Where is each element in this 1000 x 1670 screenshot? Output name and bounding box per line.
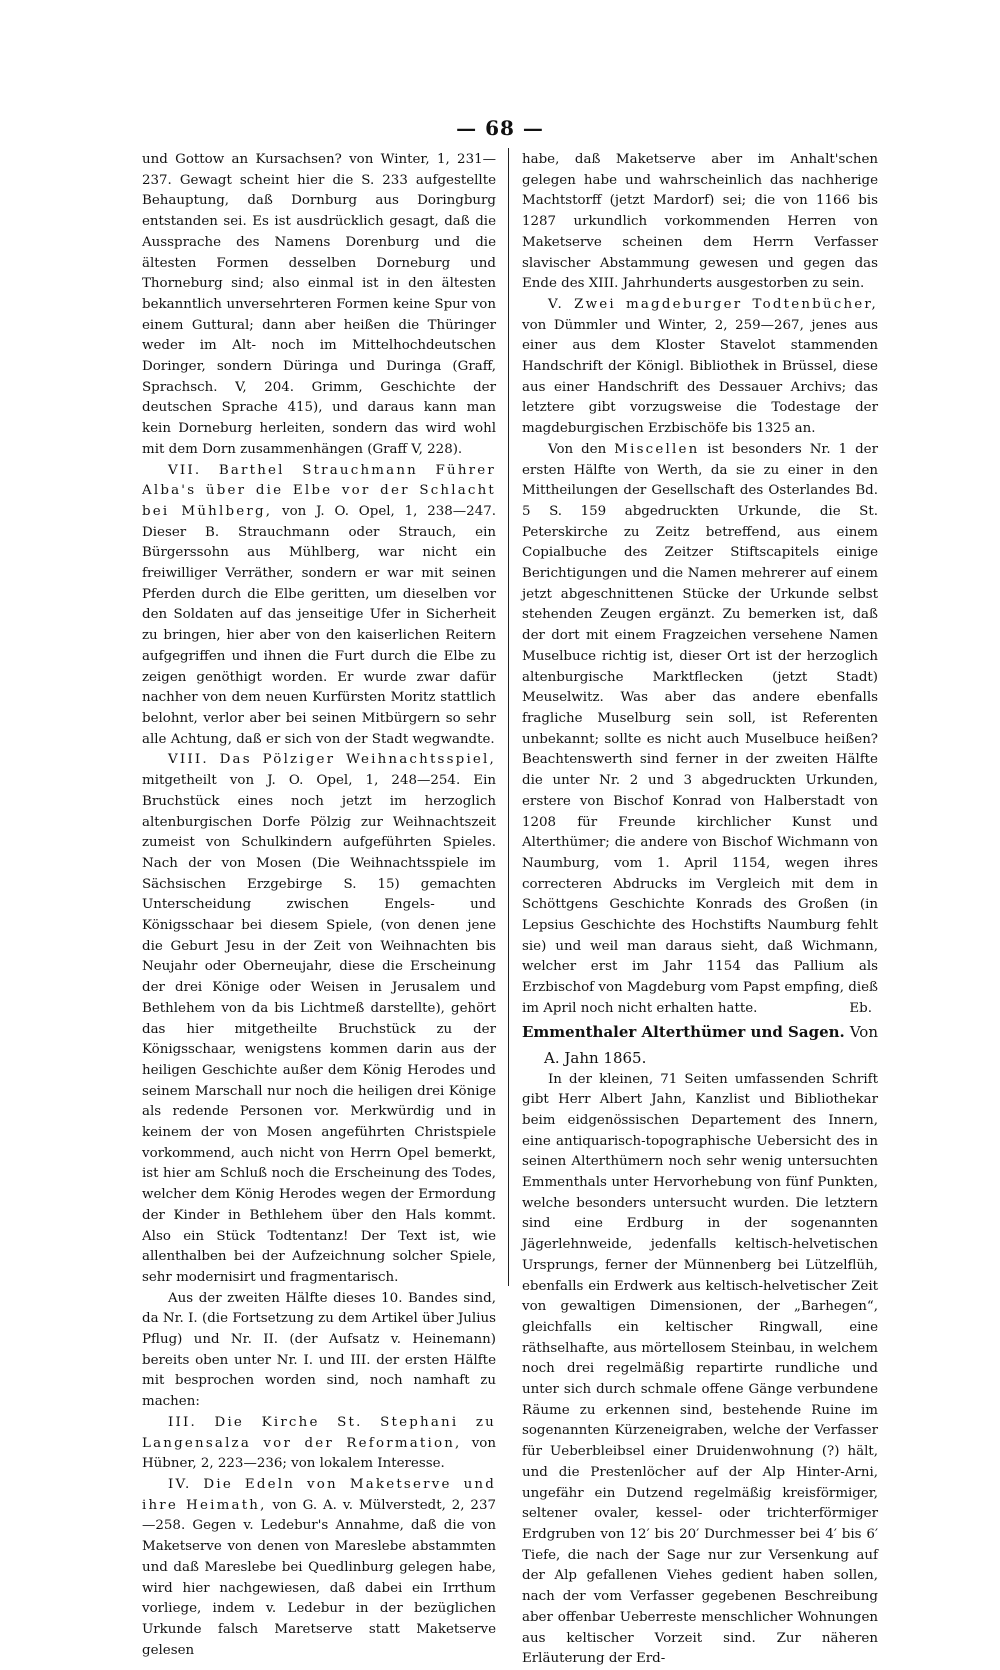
miscellen-paragraph: Von den Miscellen ist besonders Nr. 1 der ersten Hälfte von Werth, da sie zu einer in den Mittheilungen der Gesellschaft des Osterlandes Bd. 5 S. 159 abgedruckten Urkunde, die St. Peterskirche zu Zeitz betreffend, aus einem Copialbuche des Zeitzer Stiftscapitels einige Berichtigungen und die Namen mehrerer auf einem jetzt abgeschnittenen Stücke der Urkunde selbst stehenden Zeugen ergänzt. Zu bemerken ist, daß der dort mit einem Fragzeichen versehene Namen Muselbuce richtig ist, dieser Ort ist der herzoglich altenburgische Marktflecken (jetzt Stadt) Meuselwitz. Was aber das andere ebenfalls fragliche Muselburg sein soll, ist Referenten unbekannt; sollte es nicht auch Muselbuce heißen? Beachtenswerth sind ferner in der zweiten Hälfte die unter Nr. 2 und 3 abgedruckten Urkunden, erstere von Bischof Konrad von Halberstadt von 1208 für Freunde kirchlicher Kunst und Alterthümer; die andere von Bischof Wichmann von Naumburg, vom 1. April 1154, wegen ihres correcteren Abdrucks im Vergleich mit dem in Schöttgens Geschichte Konrads des Großen (in Lepsius Geschichte des Hochstifts Naumburg fehlt sie) und weil man daraus sieht, daß Wichmann, welcher erst im Jahr 1154 das Pallium als Erzbischof von Magdeburg vom Papst empfing, dieß im April noch nicht erhalten hatte. Eb.: [522, 440, 878, 1020]
entry-title: Miscellen: [614, 441, 700, 457]
page-number: — 68 —: [456, 116, 544, 140]
paragraph: In der kleinen, 71 Seiten umfassenden Schrift gibt Herr Albert Jahn, Kanzlist und Bibliothekar beim eidgenössischen Departement des Innern, eine antiquarisch-topographische Uebersicht des in seinen Alterthümern noch sehr wenig untersuchten Emmenthals unter Hervorhebung von fünf Punkten, welche besonders untersucht wurden. Die letztern sind eine Erdburg in der sogenannten Jägerlehnweide, jedenfalls keltisch-helvetischen Ursprungs, ferner der Münnenberg bei Lützelflüh, ebenfalls ein Erdwerk aus keltisch-helvetischer Zeit von gewaltigen Dimensionen, der „Barhegen“, gleichfalls ein keltischer Ringwall, eine räthselhafte, aus mörtellosem Steinbau, in welchem noch drei regelmäßig repartirte rundliche und unter sich durch schmale offene Gänge verbundene Räume zu erkennen sind, bestehende Ruine im sogenannten Kürzeneigraben, welche der Verfasser für Ueberbleibsel einer Druidenwohnung (?) hält, und die Prestenlöcher auf der Alp Hinter-Arni, ungefähr ein Dutzend regelmäßig kreisförmiger, seltener ovaler, kessel- oder trichterförmiger Erdgruben von 12′ bis 20′ Durchmesser bei 4′ bis 6′ Tiefe, die nach der Sage nur zur Versenkung auf der Alp gefallenen Viehes gedient haben sollen, nach der vom Verfasser gegebenen Beschreibung aber offenbar Ueberreste menschlicher Wohnungen aus keltischer Vorzeit sind. Zur näheren Erläuterung der Erd-: [522, 1071, 878, 1667]
article-entry-iv: IV. Die Edeln von Maketserve und ihre Heimath, von G. A. v. Mülverstedt, 2, 237—258. Gegen v. Ledebur's Annahme, daß die von Maketserve von denen von Mareslebe abstammten und daß Mareslebe bei Quedlinburg gelegen habe, wird hier nachgewiesen, daß dabei ein Irrthum vorliege, indem v. Ledebur in der bezüglichen Urkunde falsch Maretserve statt Maketserve gelesen: [142, 1477, 496, 1658]
entry-title: VII. Barthel Strauchmann Führer Alba's über die Elbe vor der Schlacht bei Mühlberg,: [142, 462, 496, 519]
article-entry-iii: III. Die Kirche St. Stephani zu Langensalza vor der Reformation, von Hübner, 2, 223—236; von lokalem Interesse.: [142, 1414, 496, 1472]
entry-title: III. Die Kirche St. Stephani zu Langensalza vor der Reformation,: [142, 1414, 496, 1451]
author-signature: Eb.: [849, 1000, 872, 1016]
entry-title: VIII. Das Pölziger Weihnachtsspiel,: [168, 752, 496, 768]
review-heading: Emmenthaler Alterthümer und Sagen. Von A. Jahn 1865.: [522, 1022, 878, 1067]
paragraph: und Gottow an Kursachsen? von Winter, 1, 231—237. Gewagt scheint hier die S. 233 aufgestellte Behauptung, daß Dornburg aus Doringburg entstanden sei. Es ist ausdrücklich gesagt, daß die Aussprache des Namens Dorenburg und die ältesten Formen desselben Dorneburg und Thorneburg sind; also einmal ist in den ältesten bekanntlich unversehrteren Formen keine Spur von einem Guttural; dann aber heißen die Thüringer weder im Alt- noch im Mittelhochdeutschen Doringer, sondern Düringa und Duringa (Graff, Sprachsch. V, 204. Grimm, Geschichte der deutschen Sprache 415), und daraus kann man kein Dorneburg herleiten, sondern das wird wohl mit dem Dorn zusammenhängen (Graff V, 228).: [142, 152, 496, 457]
entry-title: IV. Die Edeln von Maketserve und ihre Heimath,: [142, 1477, 496, 1513]
article-entry-viii: VIII. Das Pölziger Weihnachtsspiel, mitgetheilt von J. O. Opel, 1, 248—254. Ein Bruchstück eines noch jetzt im herzoglich altenburgischen Dorfe Pölzig zur Weihnachtszeit zumeist von Schulkindern aufgeführten Spieles. Nach der von Mosen (Die Weihnachtsspiele im Sächsischen Erzgebirge S. 15) gemachten Unterscheidung zwischen Engels- und Königsschaar bei diesem Spiele, (von denen jene die Geburt Jesu in der Zeit von Weihnachten bis Neujahr oder Oberneujahr, diese die Erscheinung der drei Könige oder Weisen in Jerusalem und Bethlehem von da bis Lichtmeß darstellte), gehört das hier mitgetheilte Bruchstück zu der Königsschaar, wenigstens kommen darin aus der heiligen Geschichte außer dem König Herodes und seinem Marschall nur noch die heiligen drei Könige als redende Personen vor. Merkwürdig und in keinem der von Mosen angeführten Christspiele vorkommend, auch nicht von Herrn Opel bemerkt, ist hier am Schluß noch die Erscheinung des Todes, welcher dem König Herodes wegen der Ermordung der Kinder in Bethlehem über den Hals kommt. Also ein Stück Todtentanz! Der Text ist, wie allenthalben bei der Aufzeichnung solcher Spiele, sehr modernisirt und fragmentarisch.: [142, 752, 496, 1285]
left-column: [142, 150, 496, 1658]
right-column: [522, 150, 878, 1667]
paragraph: habe, daß Maketserve aber im Anhalt'schen gelegen habe und wahrscheinlich das nachherige Machtstorff (jetzt Mardorf) sei; die von 1166 bis 1287 urkundlich vorkommenden Herren von Maketserve scheinen dem Herrn Verfasser slavischer Abstammung gewesen und gegen das Ende des XIII. Jahrhunderts ausgestorben zu sein.: [522, 152, 878, 292]
article-entry-v: V. Zwei magdeburger Todtenbücher, von Dümmler und Winter, 2, 259—267, jenes aus einer aus dem Kloster Stavelot stammenden Handschrift der Königl. Bibliothek in Brüssel, diese aus einer Handschrift des Dessauer Archivs; das letztere gibt vorzugsweise die Todestage der magdeburgischen Erzbischöfe bis 1325 an.: [522, 296, 878, 437]
article-entry-vii: VII. Barthel Strauchmann Führer Alba's über die Elbe vor der Schlacht bei Mühlberg, von J. O. Opel, 1, 238—247. Dieser B. Strauchmann oder Strauch, ein Bürgerssohn aus Mühlberg, war nicht ein freiwilliger Verräther, sondern er war mit seinen Pferden durch die Elbe geritten, um dieselben vor den Soldaten auf das jenseitige Ufer in Sicherheit zu bringen, hier aber von den kaiserlichen Reitern aufgegriffen und ihnen die Furt durch die Elbe zu zeigen genöthigt worden. Er wurde zwar dafür nachher von dem neuen Kurfürsten Moritz stattlich belohnt, verlor aber bei seinen Mitbürgern so sehr alle Achtung, daß er sich von der Stadt wegwandte.: [142, 462, 496, 747]
entry-title: V. Zwei magdeburger Todtenbücher,: [548, 296, 878, 312]
paragraph: Aus der zweiten Hälfte dieses 10. Bandes sind, da Nr. I. (die Fortsetzung zu dem Artikel über Julius Pflug) und Nr. II. (der Aufsatz v. Heinemann) bereits oben unter Nr. I. und III. der ersten Hälfte mit besprochen worden sind, noch namhaft zu machen:: [142, 1290, 496, 1410]
column-divider: [508, 148, 509, 1286]
